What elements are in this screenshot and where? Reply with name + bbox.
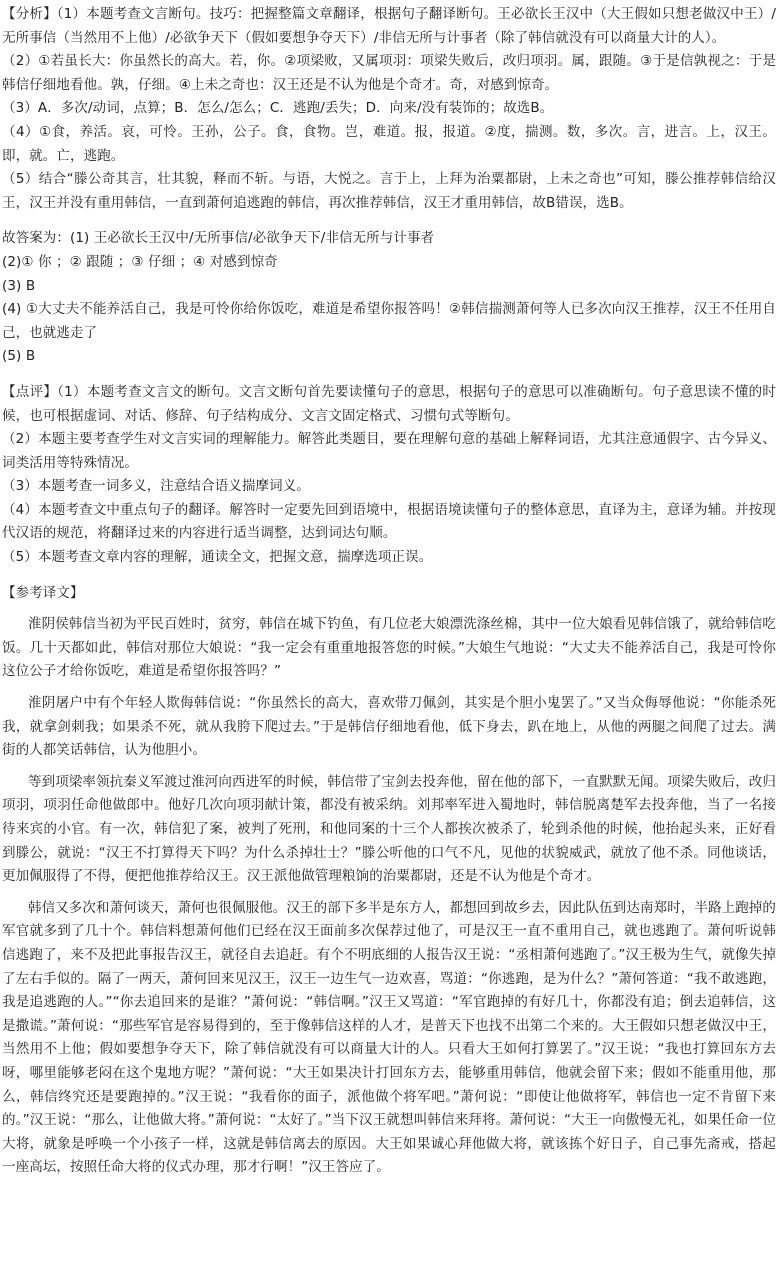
analysis-line: （5）结合“滕公奇其言，壮其貌，释而不斩。与语，大悦之。言于上，上拜为治粟都尉，上未之奇也”可知，滕公推荐韩信给汉王，汉王并没有重用韩信，一直到萧何追逃跑的韩信，再次推荐韩信，汉王才重用韩信，故B错误，选B。 xyxy=(2,171,776,211)
translation-paragraph: 等到项梁率领抗秦义军渡过淮河向西进军的时候，韩信带了宝剑去投奔他，留在他的部下，一直默默无闻。项梁失败后，改归项羽，项羽任命他做郎中。他好几次向项羽献计策，都没有被采纳。刘邦率军进入蜀地时，韩信脱离楚军去投奔他，当了一名接待来宾的小官。有一次，韩信犯了案，被判了死刑，和他同案的十三个人都挨次被杀了，轮到杀他的时候，他抬起头来，正好看到滕公，就说：“汉王不打算得天下吗？为什么杀掉壮士？”滕公听他的口气不凡，见他的状貌威武，就放了他不杀。同他谈话，更加佩服得了不得，便把他推荐给汉王。汉王派他做管理粮饷的治粟都尉，还是不认为他是个奇才。 xyxy=(2,773,776,885)
comment-line: （3）本题考查一词多义，注意结合语义揣摩词义。 xyxy=(2,478,310,495)
analysis-section xyxy=(2,3,776,215)
analysis-line: （2）①若虽长大：你虽然长的高大。若，你。②项梁败，又属项羽：项梁失败后，改归项羽。属，跟随。③于是信孰视之：于是韩信仔细地看他。孰，仔细。④上未之奇也：汉王还是不认为他是个奇才。奇，对感到惊奇。 xyxy=(2,53,776,93)
answer-section xyxy=(2,227,776,369)
answer-line: (5) B xyxy=(2,348,36,365)
analysis-line: 【分析】（1）本题考查文言断句。技巧：把握整篇文章翻译，根据句子翻译断句。王必欲长王汉中（大王假如只想老做汉中王）/无所事信（当然用不上他）/必欲争天下（假如要想争夺天下）/非信无所与计事者（除了韩信就没有可以商量大计的人）。 xyxy=(2,6,776,46)
comment-line: （4）本题考查文中重点句子的翻译。解答时一定要先回到语境中，根据语境读懂句子的整体意思，直译为主，意译为辅。并按现代汉语的规范，将翻译过来的内容进行适当调整，达到词达句顺。 xyxy=(2,501,776,542)
translation-paragraph: 淮阴侯韩信当初为平民百姓时，贫穷，韩信在城下钓鱼，有几位老大娘漂洗涤丝棉，其中一位大娘看见韩信饿了，就给韩信吃饭。几十天都如此，韩信对那位大娘说：“我一定会有重重地报答您的时候。”大娘生气地说：“大丈夫不能养活自己，我是可怜你这位公子才给你饭吃，难道是希望你报答吗？” xyxy=(2,616,776,680)
answer-line: 故答案为：(1) 王必欲长王汉中/无所事信/必欲争天下/非信无所与计事者 xyxy=(2,230,435,247)
analysis-line: （4）①食，养活。哀，可怜。王孙，公子。食，食物。岂，难道。报，报道。②度，揣测。数，多次。言，进言。上，汉王。即，就。亡，逃跑。 xyxy=(2,123,776,164)
analysis-line: （3）A．多次/动词，点算；B．怎么/怎么；C．逃跑/丢失；D．向来/没有装饰的；故选B。 xyxy=(2,100,554,117)
translation-section xyxy=(2,582,776,1180)
comment-section xyxy=(2,381,776,570)
comment-line: （2）本题主要考查学生对文言实词的理解能力。解答此类题目，要在理解句意的基础上解释词语，尤其注意通假字、古今异义、词类活用等特殊情况。 xyxy=(2,431,776,471)
comment-line: （5）本题考查文章内容的理解，通读全文，把握文意，揣摩选项正误。 xyxy=(2,549,433,566)
comment-line: 【点评】（1）本题考查文言文的断句。文言文断句首先要读懂句子的意思，根据句子的意思可以准确断句。句子意思读不懂的时候，也可根据虚词、对话、修辞、句子结构成分、文言文固定格式、习惯句式等断句。 xyxy=(2,383,776,424)
translation-heading: 【参考译文】 xyxy=(2,584,84,601)
answer-line: (3) B xyxy=(2,277,36,294)
answer-line: (4) ①大丈夫不能养活自己，我是可怜你给你饭吃，难道是希望你报答吗！②韩信揣测萧何等人已多次向汉王推荐，汉王不任用自己，也就逃走了 xyxy=(2,301,776,341)
answer-line: (2)① 你 ；② 跟随 ；③ 仔细 ；④ 对感到惊奇 xyxy=(2,253,278,270)
translation-paragraph: 淮阴屠户中有个年轻人欺侮韩信说：“你虽然长的高大，喜欢带刀佩剑，其实是个胆小鬼罢了。”又当众侮辱他说：“你能杀死我，就拿剑刺我；如果杀不死，就从我胯下爬过去。”于是韩信仔细地看他，低下身去，趴在地上，从他的两腿之间爬了过去。满街的人都笑话韩信，认为他胆小。 xyxy=(2,695,776,759)
translation-paragraph: 韩信又多次和萧何谈天，萧何也很佩服他。汉王的部下多半是东方人，都想回到故乡去，因此队伍到达南郑时，半路上跑掉的军官就多到了几十个。韩信料想萧何他们已经在汉王面前多次保荐过他了，可是汉王一直不重用自己，就也逃跑了。萧何听说韩信逃跑了，来不及把此事报告汉王，就径自去追赶。有个不明底细的人报告汉王说：“丞相萧何逃跑了。”汉王极为生气，就像失掉了左右手似的。隔了一两天，萧何回来见汉王，汉王一边生气一边欢喜，骂道：“你逃跑，是为什么？”萧何答道：“我不敢逃跑，我是追逃跑的人。”“你去追回来的是谁？”萧何说：“韩信啊。”汉王又骂道：“军官跑掉的有好几十，你都没有追；倒去追韩信，这是撒谎。”萧何说：“那些军官是容易得到的，至于像韩信这样的人才，是普天下也找不出第二个来的。大王假如只想老做汉中王，当然用不上他；假如要想争夺天下，除了韩信就没有可以商量大计的人。只看大王如何打算罢了。”汉王说：“我也打算回东方去呀，哪里能够老闷在这个鬼地方呢？”萧何说：“大王如果决计打回东方去，能够重用韩信，他就会留下来；假如不能重用他，那么，韩信终究还是要跑掉的。”汉王说：“我看你的面子，派他做个将军吧。”萧何说：“即使让他做将军，韩信也一定不肯留下来的。”汉王说：“那么，让他做大将。”萧何说：“太好了。”当下汉王就想叫韩信来拜将。萧何说：“大王一向傲慢无礼，如果任命一位大将，就象是呼唤一个小孩子一样，这就是韩信离去的原因。大王如果诚心拜他做大将，就该拣个好日子，自己事先斋戒，搭起一座高坛，按照任命大将的仪式办理，那才行啊！”汉王答应了。 xyxy=(2,899,776,1176)
